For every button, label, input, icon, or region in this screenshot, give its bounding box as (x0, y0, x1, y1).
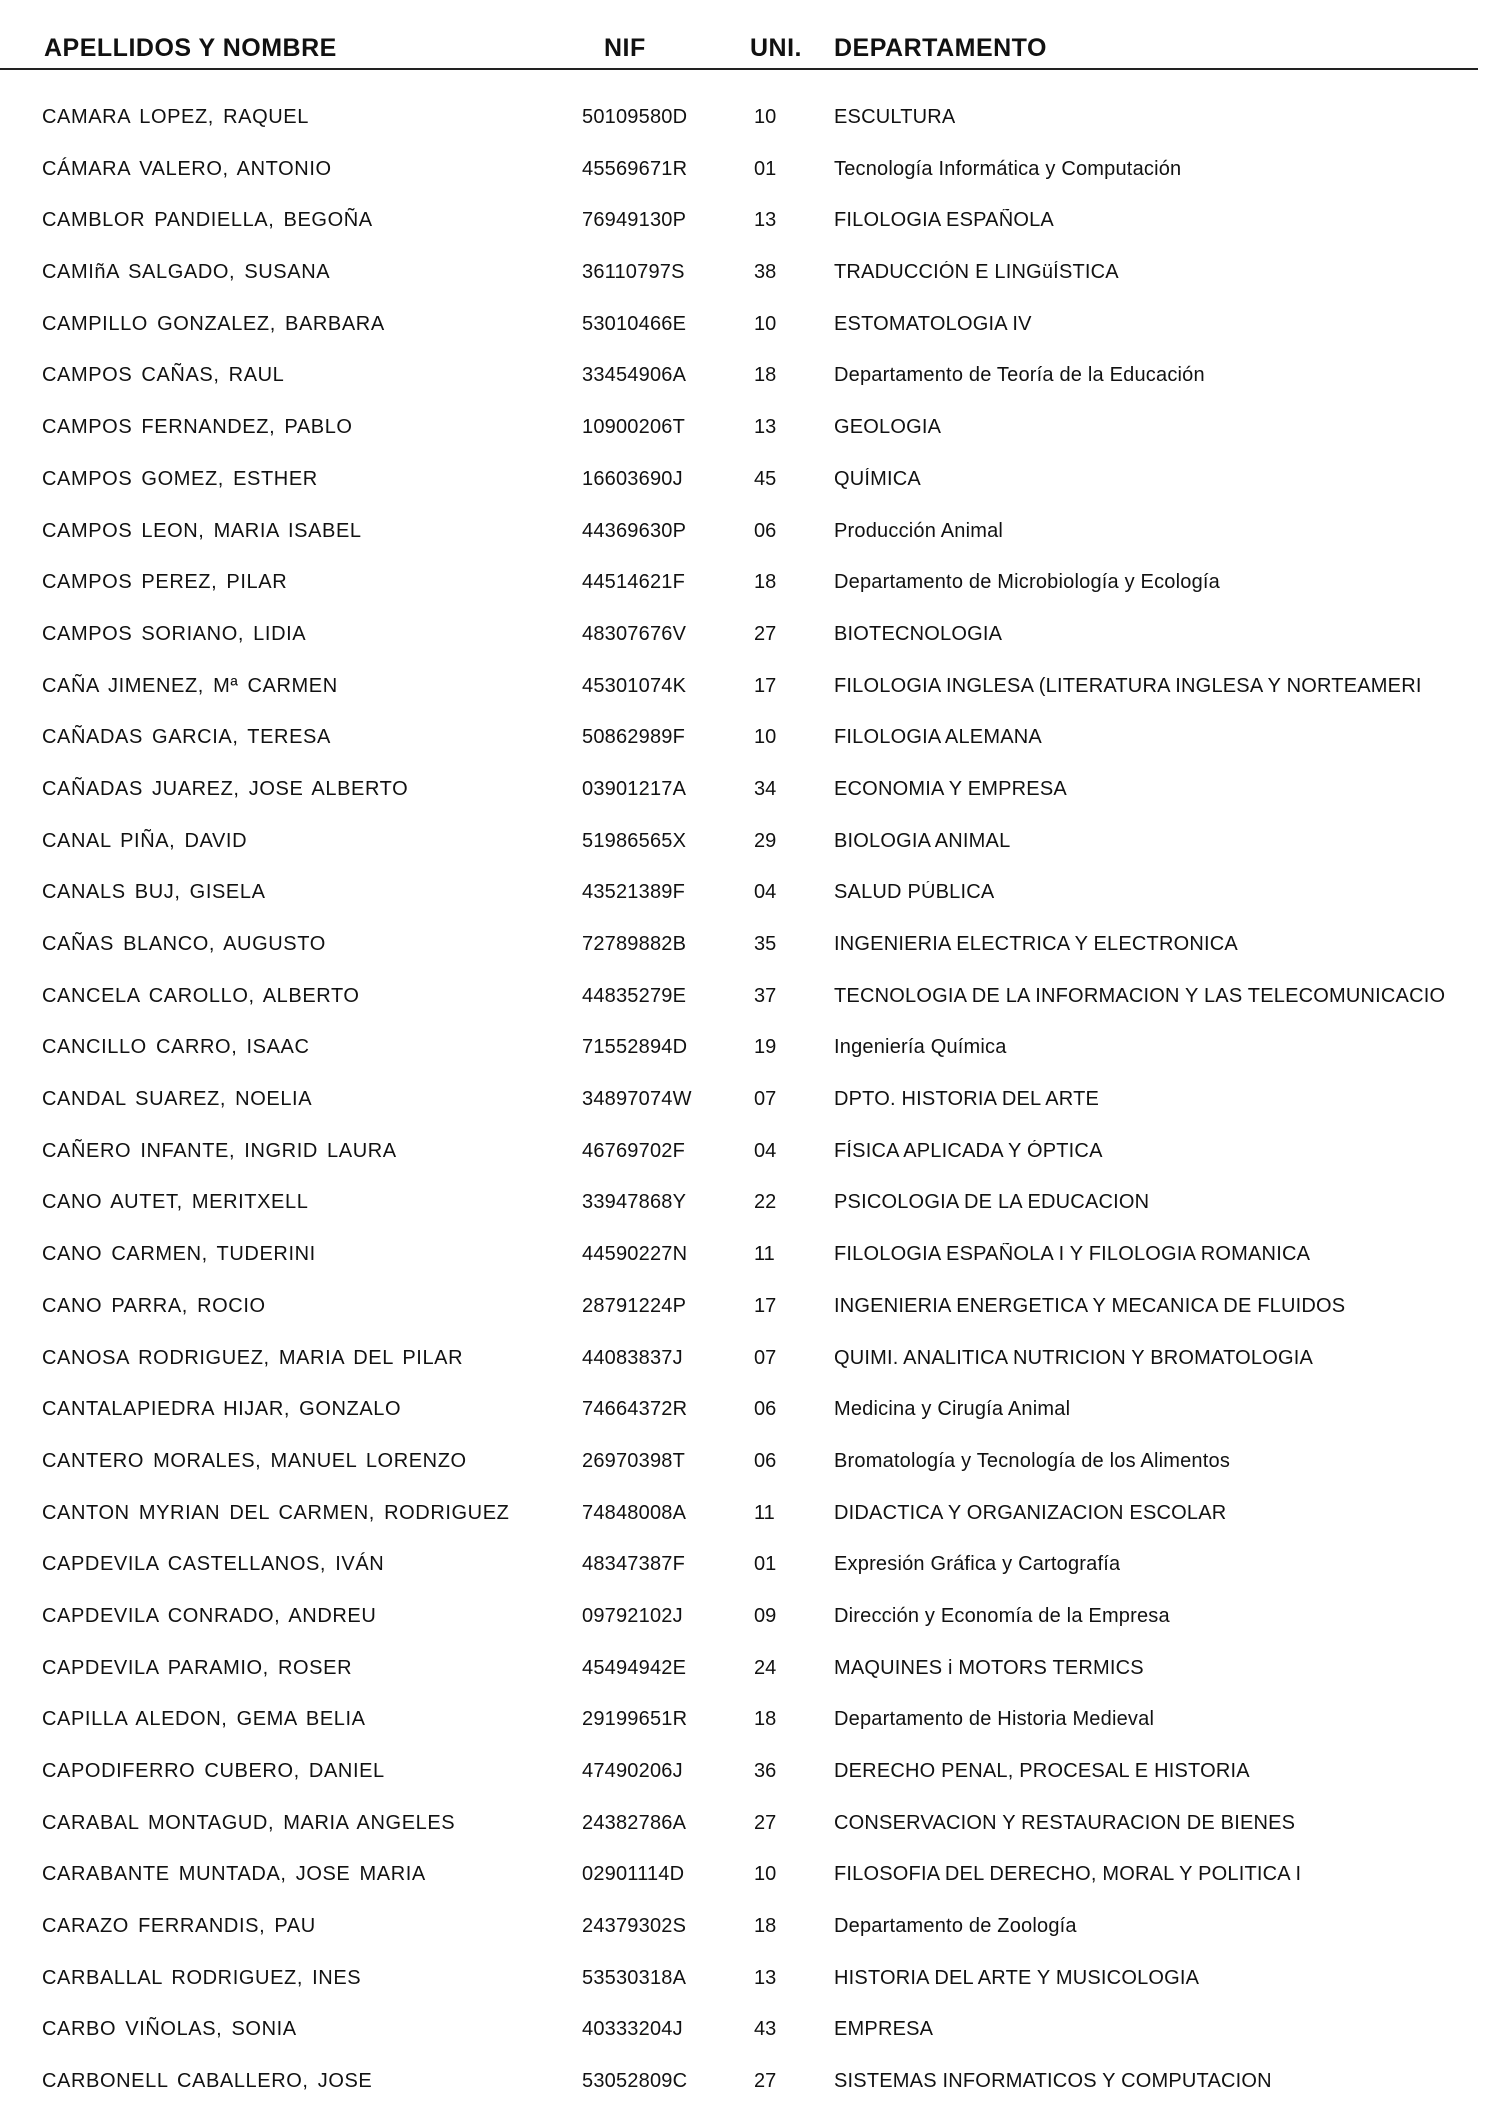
cell-name: CÁMARA VALERO, ANTONIO (42, 157, 332, 180)
cell-uni: 01 (754, 1553, 777, 1576)
cell-uni: 18 (754, 571, 777, 594)
cell-name: CANTERO MORALES, MANUEL LORENZO (42, 1449, 467, 1472)
cell-name: CANALS BUJ, GISELA (42, 881, 266, 904)
cell-uni: 43 (754, 2018, 777, 2041)
cell-name: CAPDEVILA CASTELLANOS, IVÁN (42, 1553, 385, 1576)
cell-nif: 09792102J (582, 1604, 683, 1627)
cell-name: CAMPOS FERNANDEZ, PABLO (42, 416, 353, 439)
cell-nif: 28791224P (582, 1294, 687, 1317)
cell-department: Ingeniería Química (834, 1036, 1007, 1059)
cell-nif: 34897074W (582, 1088, 692, 1111)
table-row (0, 1386, 1500, 1438)
cell-nif: 16603690J (582, 467, 683, 490)
cell-department: HISTORIA DEL ARTE Y MUSICOLOGIA (834, 1966, 1200, 1989)
cell-nif: 24382786A (582, 1811, 687, 1834)
cell-uni: 10 (754, 106, 777, 128)
cell-name: CANOSA RODRIGUEZ, MARIA DEL PILAR (42, 1346, 464, 1369)
table-row (0, 404, 1500, 456)
cell-name: CAMPOS GOMEZ, ESTHER (42, 467, 318, 490)
cell-department: FILOSOFIA DEL DERECHO, MORAL Y POLITICA I (834, 1863, 1302, 1886)
cell-nif: 33454906A (582, 364, 687, 387)
cell-uni: 38 (754, 261, 777, 284)
cell-nif: 50862989F (582, 726, 686, 749)
table-row (0, 818, 1500, 870)
cell-nif: 43521389F (582, 881, 686, 904)
header-rule (0, 68, 1478, 70)
cell-uni: 13 (754, 1966, 777, 1989)
cell-name: CAÑA JIMENEZ, Mª CARMEN (42, 674, 338, 697)
cell-uni: 04 (754, 881, 777, 904)
cell-department: Departamento de Teoría de la Educación (834, 364, 1205, 387)
cell-nif: 44514621F (582, 571, 686, 594)
cell-uni: 19 (754, 1036, 777, 1059)
cell-department: Tecnología Informática y Computación (834, 157, 1182, 180)
cell-name: CAÑERO INFANTE, INGRID LAURA (42, 1139, 397, 1162)
cell-uni: 11 (754, 1243, 775, 1266)
cell-uni: 13 (754, 416, 777, 439)
cell-nif: 74848008A (582, 1501, 687, 1524)
cell-name: CAMPOS LEON, MARIA ISABEL (42, 519, 362, 542)
cell-nif: 36110797S (582, 261, 685, 284)
cell-nif: 03901217A (582, 777, 687, 800)
cell-nif: 26970398T (582, 1449, 686, 1472)
cell-department: ECONOMIA Y EMPRESA (834, 777, 1067, 800)
cell-nif: 47490206J (582, 1760, 683, 1782)
cell-department: PSICOLOGIA DE LA EDUCACION (834, 1191, 1150, 1214)
table-row (0, 1231, 1500, 1283)
cell-nif: 53052809C (582, 2070, 688, 2093)
table-row (0, 94, 1500, 146)
cell-name: CAMPOS SORIANO, LIDIA (42, 622, 307, 645)
cell-name: CAPDEVILA CONRADO, ANDREU (42, 1604, 377, 1627)
cell-uni: 45 (754, 467, 777, 490)
cell-department: GEOLOGIA (834, 416, 942, 439)
table-row (0, 249, 1500, 301)
cell-name: CAPODIFERRO CUBERO, DANIEL (42, 1760, 385, 1782)
cell-department: Departamento de Microbiología y Ecología (834, 571, 1220, 594)
table-row (0, 146, 1500, 198)
table-row (0, 611, 1500, 663)
table-body (0, 94, 1500, 2110)
table-row (0, 921, 1500, 973)
cell-uni: 34 (754, 777, 777, 800)
cell-department: TECNOLOGIA DE LA INFORMACION Y LAS TELECOMUNICACIO (834, 984, 1446, 1007)
cell-department: BIOLOGIA ANIMAL (834, 829, 1011, 852)
cell-uni: 27 (754, 1811, 777, 1834)
cell-nif: 44590227N (582, 1243, 688, 1266)
cell-department: TRADUCCIÓN E LINGüÍSTICA (834, 261, 1119, 284)
cell-uni: 27 (754, 2070, 777, 2093)
header-nif: NIF (604, 34, 646, 62)
cell-nif: 44083837J (582, 1346, 683, 1369)
cell-name: CANCELA CAROLLO, ALBERTO (42, 984, 360, 1007)
cell-nif: 76949130P (582, 209, 687, 232)
cell-department: QUIMI. ANALITICA NUTRICION Y BROMATOLOGIA (834, 1346, 1314, 1369)
table-row (0, 714, 1500, 766)
cell-department: FILOLOGIA ESPAÑOLA (834, 209, 1054, 232)
cell-uni: 35 (754, 933, 777, 955)
table-row (0, 2006, 1500, 2058)
cell-uni: 04 (754, 1139, 777, 1162)
cell-name: CANO PARRA, ROCIO (42, 1294, 266, 1317)
cell-uni: 01 (754, 157, 777, 180)
table-row (0, 352, 1500, 404)
cell-department: Dirección y Economía de la Empresa (834, 1604, 1170, 1627)
cell-nif: 45494942E (582, 1656, 687, 1679)
cell-nif: 24379302S (582, 1915, 687, 1938)
cell-name: CAÑAS BLANCO, AUGUSTO (42, 933, 326, 955)
cell-name: CARABAL MONTAGUD, MARIA ANGELES (42, 1811, 456, 1834)
cell-nif: 74664372R (582, 1398, 688, 1421)
table-row (0, 1024, 1500, 1076)
table-row (0, 1490, 1500, 1542)
cell-department: FILOLOGIA ALEMANA (834, 726, 1042, 749)
header-uni: UNI. (750, 34, 802, 62)
cell-nif: 45301074K (582, 674, 687, 697)
cell-uni: 18 (754, 1915, 777, 1938)
cell-nif: 02901114D (582, 1863, 685, 1886)
cell-department: DERECHO PENAL, PROCESAL E HISTORIA (834, 1760, 1250, 1782)
table-row (0, 663, 1500, 715)
cell-name: CAMPOS CAÑAS, RAUL (42, 364, 285, 387)
cell-uni: 06 (754, 519, 777, 542)
cell-nif: 51986565X (582, 829, 687, 852)
cell-name: CARBONELL CABALLERO, JOSE (42, 2070, 373, 2093)
cell-uni: 37 (754, 984, 777, 1007)
cell-nif: 48307676V (582, 622, 687, 645)
cell-uni: 24 (754, 1656, 777, 1679)
cell-department: Bromatología y Tecnología de los Alimentos (834, 1449, 1231, 1472)
cell-uni: 10 (754, 1863, 777, 1886)
table-header (0, 0, 1500, 70)
cell-name: CANO CARMEN, TUDERINI (42, 1243, 316, 1266)
table-row (0, 1179, 1500, 1231)
cell-department: ESCULTURA (834, 106, 956, 128)
table-row (0, 508, 1500, 560)
cell-department: INGENIERIA ENERGETICA Y MECANICA DE FLUIDOS (834, 1294, 1346, 1317)
table-row (0, 1800, 1500, 1852)
cell-nif: 40333204J (582, 2018, 683, 2041)
cell-nif: 45569671R (582, 157, 688, 180)
table-row (0, 1903, 1500, 1955)
cell-department: BIOTECNOLOGIA (834, 622, 1003, 645)
cell-name: CAÑADAS JUAREZ, JOSE ALBERTO (42, 777, 409, 800)
cell-name: CAMIñA SALGADO, SUSANA (42, 261, 331, 284)
cell-department: CONSERVACION Y RESTAURACION DE BIENES (834, 1811, 1296, 1834)
cell-uni: 18 (754, 1708, 777, 1731)
cell-department: INGENIERIA ELECTRICA Y ELECTRONICA (834, 933, 1238, 955)
cell-nif: 53010466E (582, 312, 687, 335)
cell-nif: 44835279E (582, 984, 687, 1007)
cell-name: CAMBLOR PANDIELLA, BEGOÑA (42, 209, 373, 232)
cell-name: CANO AUTET, MERITXELL (42, 1191, 309, 1214)
cell-uni: 27 (754, 622, 777, 645)
cell-name: CAMPILLO GONZALEZ, BARBARA (42, 312, 385, 335)
cell-department: EMPRESA (834, 2018, 934, 2041)
cell-department: QUÍMICA (834, 467, 921, 490)
cell-uni: 13 (754, 209, 777, 232)
table-row (0, 197, 1500, 249)
cell-name: CARBALLAL RODRIGUEZ, INES (42, 1966, 362, 1989)
cell-uni: 10 (754, 312, 777, 335)
cell-name: CAÑADAS GARCIA, TERESA (42, 726, 331, 749)
cell-name: CAPILLA ALEDON, GEMA BELIA (42, 1708, 366, 1731)
table-row (0, 456, 1500, 508)
table-row (0, 1076, 1500, 1128)
cell-department: Expresión Gráfica y Cartografía (834, 1553, 1121, 1576)
table-row (0, 1696, 1500, 1748)
cell-uni: 17 (754, 674, 777, 697)
table-row (0, 1851, 1500, 1903)
table-row (0, 869, 1500, 921)
cell-department: FILOLOGIA INGLESA (LITERATURA INGLESA Y NORTEAMERI (834, 674, 1422, 697)
cell-department: Departamento de Historia Medieval (834, 1708, 1155, 1731)
cell-name: CANDAL SUAREZ, NOELIA (42, 1088, 313, 1111)
table-row (0, 1645, 1500, 1697)
cell-uni: 22 (754, 1191, 777, 1214)
cell-name: CANCILLO CARRO, ISAAC (42, 1036, 310, 1059)
cell-nif: 44369630P (582, 519, 687, 542)
table-row (0, 2058, 1500, 2110)
header-name: APELLIDOS Y NOMBRE (44, 34, 337, 62)
cell-uni: 06 (754, 1449, 777, 1472)
table-row (0, 1748, 1500, 1800)
cell-nif: 10900206T (582, 416, 686, 439)
table-row (0, 559, 1500, 611)
cell-uni: 09 (754, 1604, 777, 1627)
cell-department: FÍSICA APLICADA Y ÓPTICA (834, 1139, 1103, 1162)
cell-department: MAQUINES i MOTORS TERMICS (834, 1656, 1144, 1679)
cell-department: ESTOMATOLOGIA IV (834, 312, 1032, 335)
cell-department: Medicina y Cirugía Animal (834, 1398, 1071, 1421)
cell-nif: 46769702F (582, 1139, 686, 1162)
cell-uni: 29 (754, 829, 777, 852)
cell-department: SALUD PÚBLICA (834, 881, 995, 904)
cell-nif: 29199651R (582, 1708, 688, 1731)
table-row (0, 1593, 1500, 1645)
cell-department: FILOLOGIA ESPAÑOLA I Y FILOLOGIA ROMANICA (834, 1243, 1311, 1266)
cell-department: SISTEMAS INFORMATICOS Y COMPUTACION (834, 2070, 1272, 2093)
cell-nif: 71552894D (582, 1036, 688, 1059)
cell-uni: 11 (754, 1501, 775, 1524)
cell-uni: 06 (754, 1398, 777, 1421)
cell-department: Producción Animal (834, 519, 1004, 542)
table-row (0, 1335, 1500, 1387)
cell-nif: 50109580D (582, 106, 688, 128)
table-row (0, 1955, 1500, 2007)
table-row (0, 973, 1500, 1025)
cell-uni: 10 (754, 726, 777, 749)
cell-department: DPTO. HISTORIA DEL ARTE (834, 1088, 1100, 1111)
cell-nif: 72789882B (582, 933, 687, 955)
cell-uni: 07 (754, 1088, 777, 1111)
cell-name: CARABANTE MUNTADA, JOSE MARIA (42, 1863, 426, 1886)
table-row (0, 1128, 1500, 1180)
header-department: DEPARTAMENTO (834, 34, 1047, 62)
cell-uni: 17 (754, 1294, 777, 1317)
cell-nif: 53530318A (582, 1966, 687, 1989)
cell-name: CANTALAPIEDRA HIJAR, GONZALO (42, 1398, 402, 1421)
cell-department: DIDACTICA Y ORGANIZACION ESCOLAR (834, 1501, 1227, 1524)
cell-uni: 36 (754, 1760, 777, 1782)
cell-name: CARAZO FERRANDIS, PAU (42, 1915, 316, 1938)
table-row (0, 301, 1500, 353)
cell-nif: 33947868Y (582, 1191, 687, 1214)
cell-department: Departamento de Zoología (834, 1915, 1077, 1938)
cell-name: CANAL PIÑA, DAVID (42, 829, 248, 852)
cell-name: CAMPOS PEREZ, PILAR (42, 571, 288, 594)
cell-name: CAMARA LOPEZ, RAQUEL (42, 106, 309, 128)
table-row (0, 766, 1500, 818)
cell-nif: 48347387F (582, 1553, 686, 1576)
table-row (0, 1283, 1500, 1335)
cell-name: CANTON MYRIAN DEL CARMEN, RODRIGUEZ (42, 1501, 510, 1524)
table-row (0, 1438, 1500, 1490)
cell-name: CARBO VIÑOLAS, SONIA (42, 2018, 297, 2041)
table-row (0, 1541, 1500, 1593)
cell-uni: 07 (754, 1346, 777, 1369)
cell-uni: 18 (754, 364, 777, 387)
cell-name: CAPDEVILA PARAMIO, ROSER (42, 1656, 353, 1679)
